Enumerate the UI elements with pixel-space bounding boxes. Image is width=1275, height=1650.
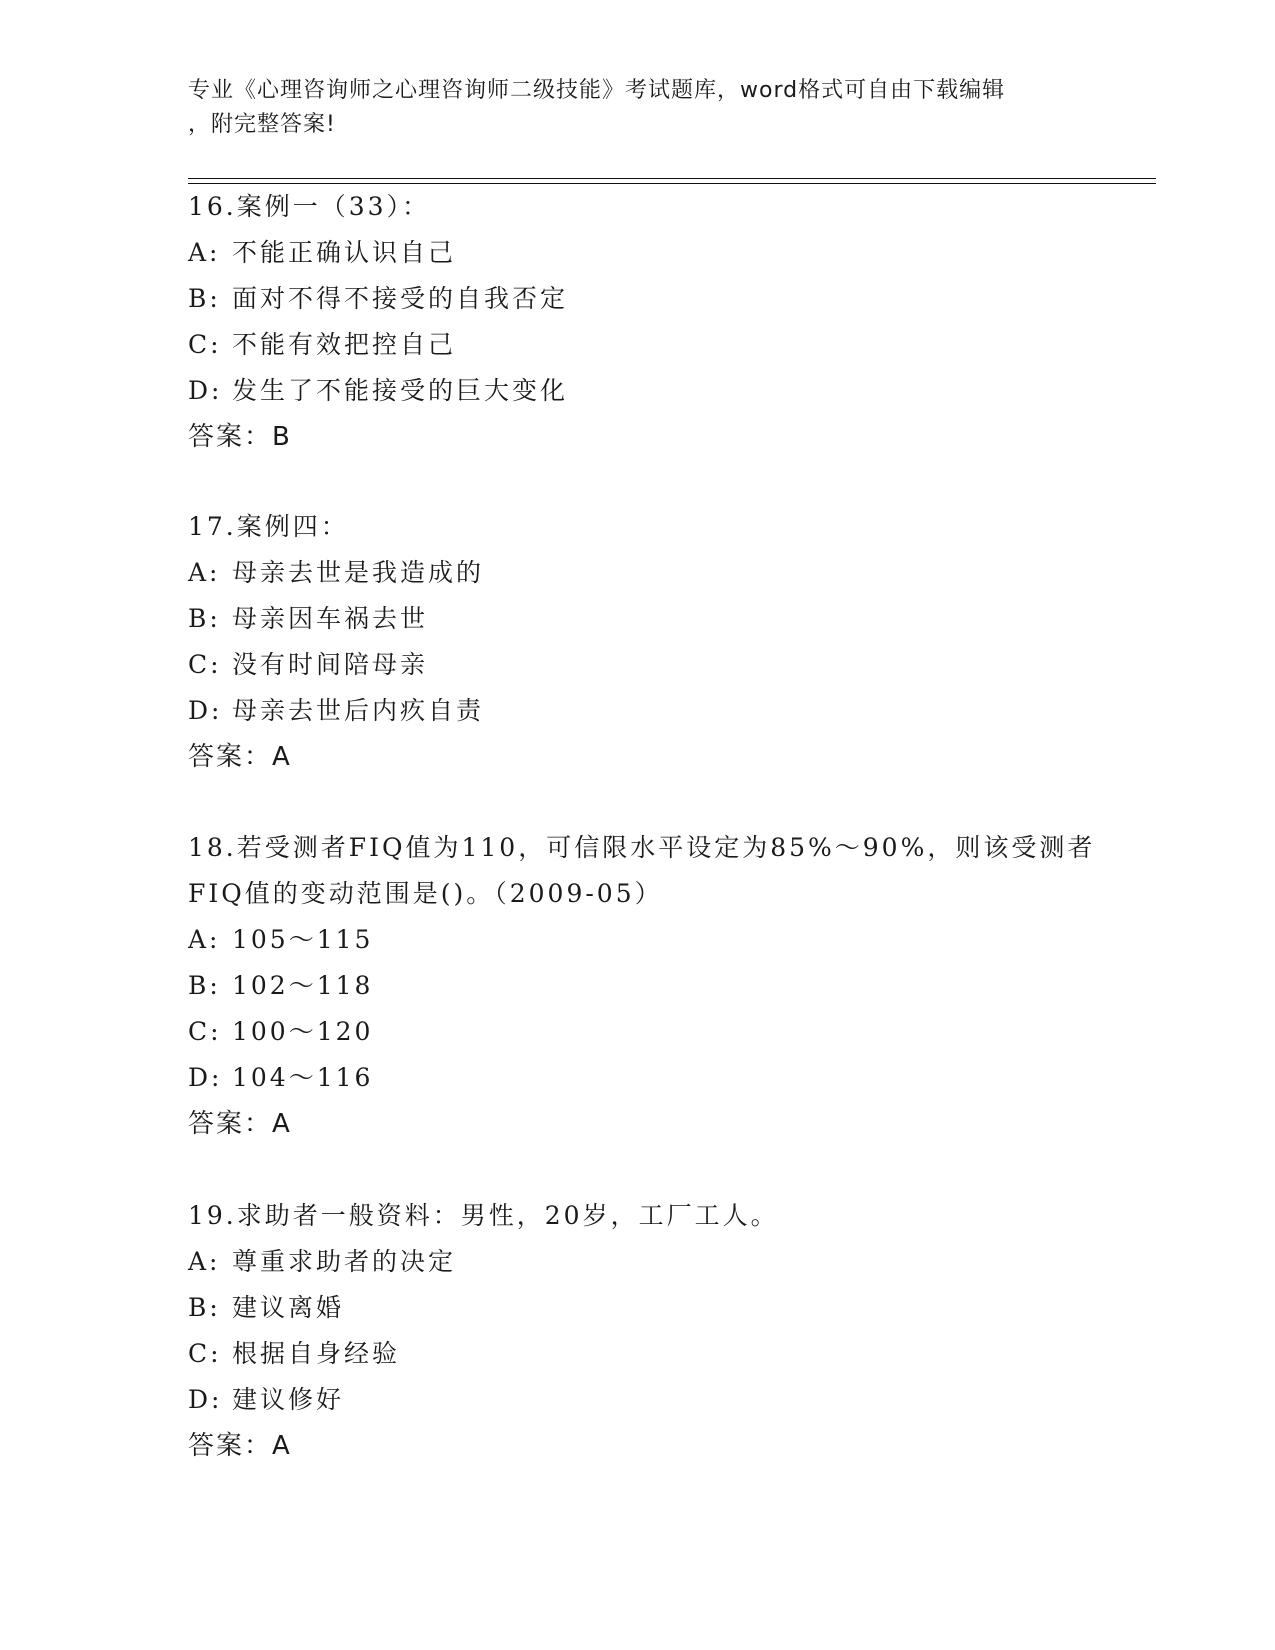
option-letter: D:: [188, 376, 223, 405]
option-c: [188, 322, 1088, 368]
option-letter: C:: [188, 1017, 222, 1046]
question-stem: 18.若受测者FIQ值为110，可信限水平设定为85%～90%，则该受测者: [188, 833, 1096, 862]
question-18: [188, 825, 1096, 1147]
option-text: 不能正确认识自己: [232, 238, 457, 267]
option-b: [188, 963, 1088, 1009]
option-d: [188, 1377, 1088, 1423]
option-a: [188, 917, 1088, 963]
option-text: 100～120: [232, 1017, 374, 1046]
question-stem: 16.案例一（33）：: [188, 192, 431, 221]
option-letter: A:: [188, 238, 221, 267]
option-text: 建议离婚: [232, 1293, 345, 1322]
option-text: 面对不得不接受的自我否定: [232, 284, 569, 313]
answer-line: 答案：A: [188, 1109, 292, 1139]
question-16: [188, 184, 1088, 460]
option-c: [188, 642, 1088, 688]
option-d: [188, 368, 1088, 414]
option-letter: D:: [188, 696, 223, 725]
option-letter: B:: [188, 284, 221, 313]
option-a: [188, 1239, 1088, 1285]
answer-line: 答案：B: [188, 422, 292, 452]
option-letter: C:: [188, 650, 222, 679]
option-letter: D:: [188, 1385, 223, 1414]
option-a: [188, 230, 1088, 276]
option-letter: C:: [188, 1339, 222, 1368]
question-stem: 19.求助者一般资料：男性，20岁，工厂工人。: [188, 1201, 779, 1230]
option-text: 母亲因车祸去世: [232, 604, 429, 633]
option-c: [188, 1331, 1088, 1377]
option-text: 102～118: [232, 971, 374, 1000]
header-line-2: ，附完整答案!: [188, 112, 336, 137]
option-letter: B:: [188, 1293, 221, 1322]
option-c: [188, 1009, 1088, 1055]
option-text: 根据自身经验: [232, 1339, 401, 1368]
option-text: 不能有效把控自己: [232, 330, 457, 359]
header-divider-top: [188, 178, 1156, 179]
option-text: 建议修好: [232, 1385, 345, 1414]
option-b: [188, 1285, 1088, 1331]
question-19: [188, 1193, 1088, 1469]
option-letter: B:: [188, 604, 221, 633]
option-text: 母亲去世是我造成的: [232, 558, 485, 587]
document-header: [188, 74, 1088, 142]
option-d: [188, 1055, 1088, 1101]
option-text: 发生了不能接受的巨大变化: [232, 376, 569, 405]
option-text: 尊重求助者的决定: [232, 1247, 457, 1276]
question-stem-continued: FIQ值的变动范围是()。（2009-05）: [188, 879, 663, 908]
option-letter: D:: [188, 1063, 223, 1092]
option-letter: A:: [188, 925, 221, 954]
answer-line: 答案：A: [188, 1431, 292, 1461]
option-a: [188, 550, 1088, 596]
option-text: 105～115: [232, 925, 374, 954]
question-stem: 17.案例四：: [188, 512, 349, 541]
option-letter: C:: [188, 330, 222, 359]
answer-line: 答案：A: [188, 742, 292, 772]
option-text: 104～116: [232, 1063, 374, 1092]
option-letter: A:: [188, 558, 221, 587]
option-letter: A:: [188, 1247, 221, 1276]
option-letter: B:: [188, 971, 221, 1000]
header-line-1: 专业《心理咨询师之心理咨询师二级技能》考试题库，word格式可自由下载编辑: [188, 78, 1006, 103]
option-text: 母亲去世后内疚自责: [232, 696, 485, 725]
option-b: [188, 596, 1088, 642]
question-17: [188, 504, 1088, 780]
option-b: [188, 276, 1088, 322]
option-text: 没有时间陪母亲: [232, 650, 429, 679]
option-d: [188, 688, 1088, 734]
